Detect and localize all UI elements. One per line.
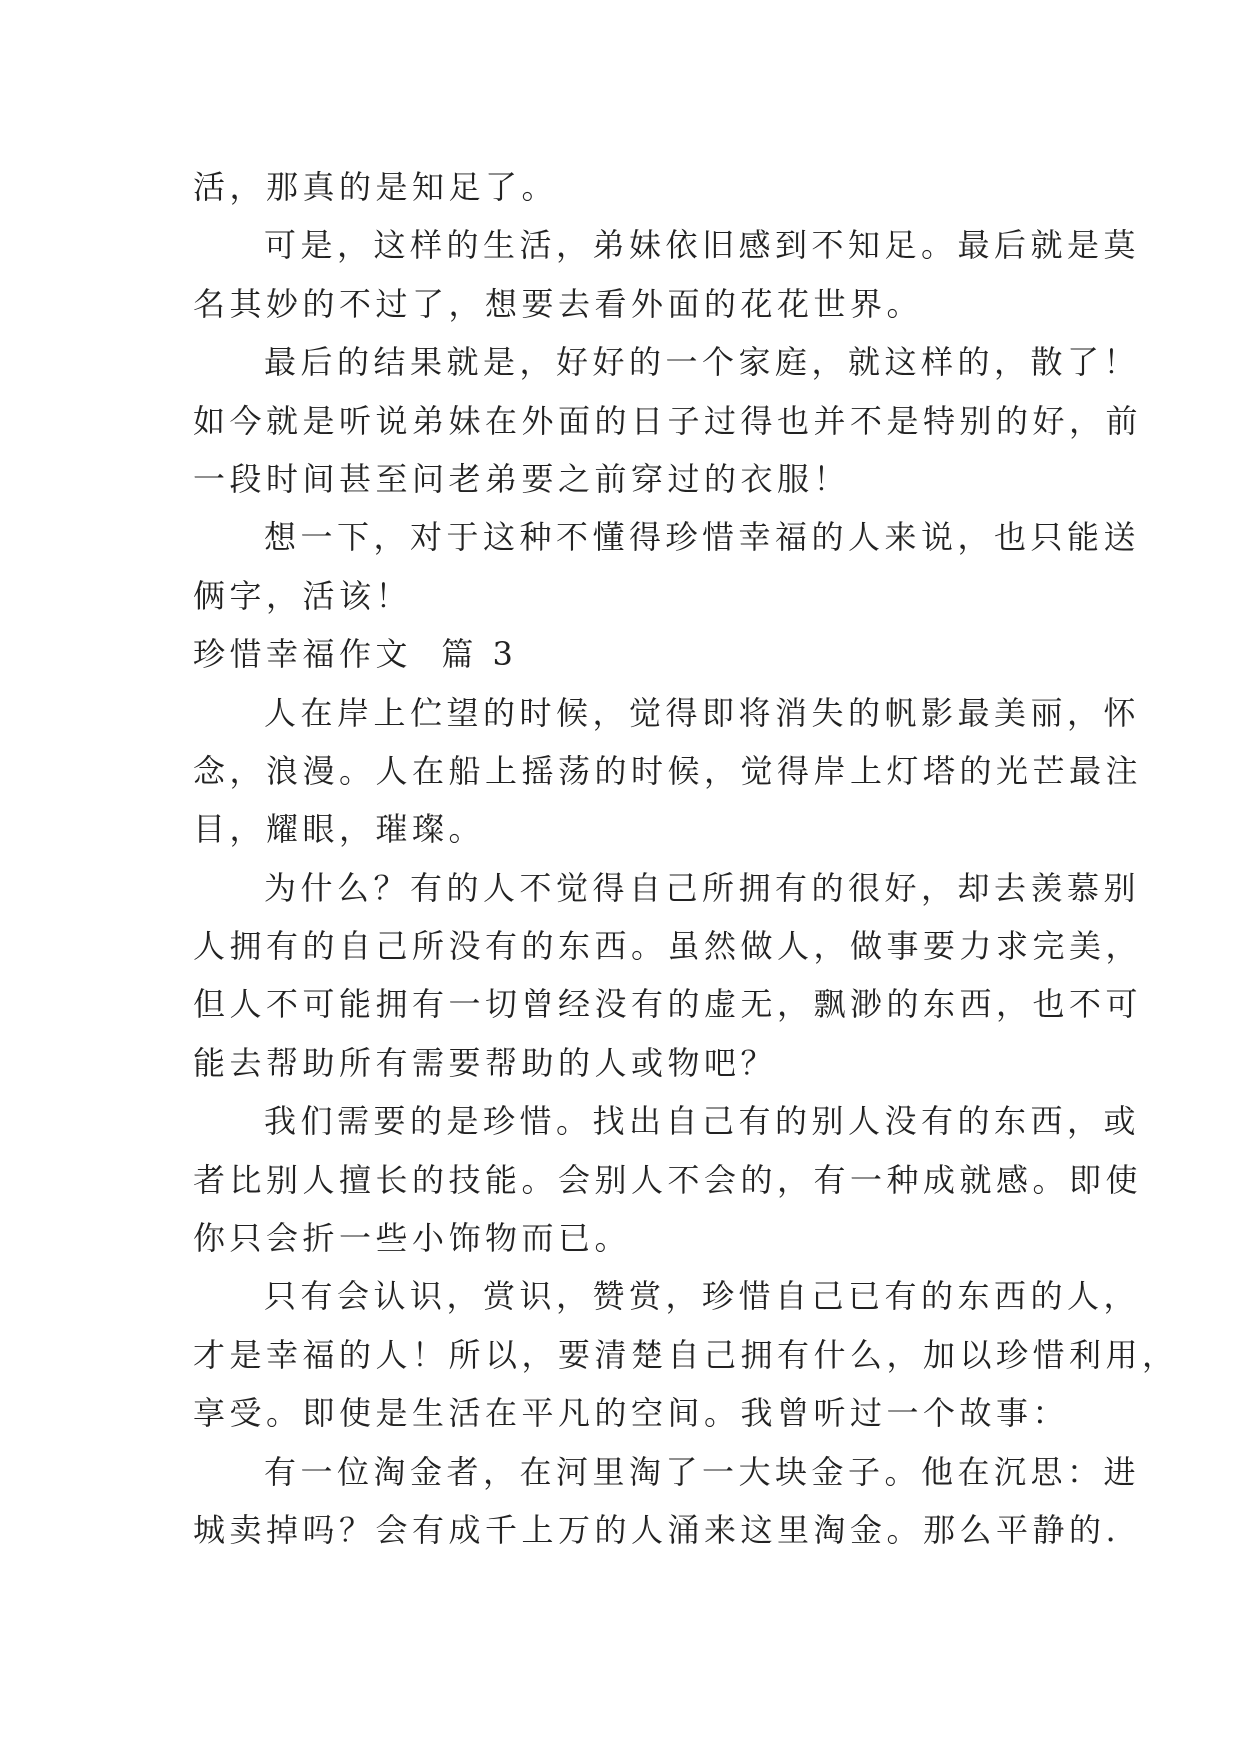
text-line: 目，耀眼，璀璨。 bbox=[193, 810, 486, 849]
text-line: 人拥有的自己所没有的东西。虽然做人，做事要力求完美， bbox=[193, 927, 1143, 966]
text-line: 名其妙的不过了，想要去看外面的花花世界。 bbox=[193, 284, 924, 323]
text-line: 才是幸福的人！所以，要清楚自己拥有什么，加以珍惜利用， bbox=[193, 1335, 1179, 1374]
paragraph-first-line: 为什么？有的人不觉得自己所拥有的很好，却去羡慕别 bbox=[264, 868, 1141, 907]
document-body bbox=[193, 158, 1179, 1559]
text-line: 如今就是听说弟妹在外面的日子过得也并不是特别的好，前 bbox=[193, 401, 1143, 440]
text-line: 但人不可能拥有一切曾经没有的虚无，飘渺的东西，也不可 bbox=[193, 985, 1143, 1024]
text-line: 活，那真的是知足了。 bbox=[193, 168, 559, 206]
text-line: 念，浪漫。人在船上摇荡的时候，觉得岸上灯塔的光芒最注 bbox=[193, 751, 1143, 790]
text-line: 能去帮助所有需要帮助的人或物吧？ bbox=[193, 1043, 778, 1082]
text-line: 者比别人擅长的技能。会别人不会的，有一种成就感。即使 bbox=[193, 1160, 1143, 1199]
paragraph-first-line: 有一位淘金者，在河里淘了一大块金子。他在沉思：进 bbox=[264, 1452, 1141, 1491]
text-line: 城卖掉吗？会有成千上万的人涌来这里淘金。那么平静的. bbox=[193, 1510, 1121, 1549]
text-line: 俩字，活该！ bbox=[193, 576, 413, 615]
paragraph-first-line: 可是，这样的生活，弟妹依旧感到不知足。最后就是莫 bbox=[264, 226, 1141, 265]
paragraph-first-line: 只有会认识，赏识，赞赏，珍惜自己已有的东西的人， bbox=[264, 1277, 1141, 1316]
paragraph-first-line: 我们需要的是珍惜。找出自己有的别人没有的东西，或 bbox=[264, 1102, 1141, 1141]
text-line: 一段时间甚至问老弟要之前穿过的衣服！ bbox=[193, 459, 851, 498]
text-line: 你只会折一些小饰物而已。 bbox=[193, 1219, 632, 1258]
paragraph-first-line: 想一下，对于这种不懂得珍惜幸福的人来说，也只能送 bbox=[264, 518, 1141, 557]
text-line: 享受。即使是生活在平凡的空间。我曾听过一个故事： bbox=[193, 1394, 1070, 1433]
section-heading: 珍惜幸福作文 篇 3 bbox=[193, 635, 518, 674]
paragraph-first-line: 人在岸上伫望的时候，觉得即将消失的帆影最美丽，怀 bbox=[264, 693, 1141, 732]
paragraph-first-line: 最后的结果就是，好好的一个家庭，就这样的，散了！ bbox=[264, 343, 1141, 382]
